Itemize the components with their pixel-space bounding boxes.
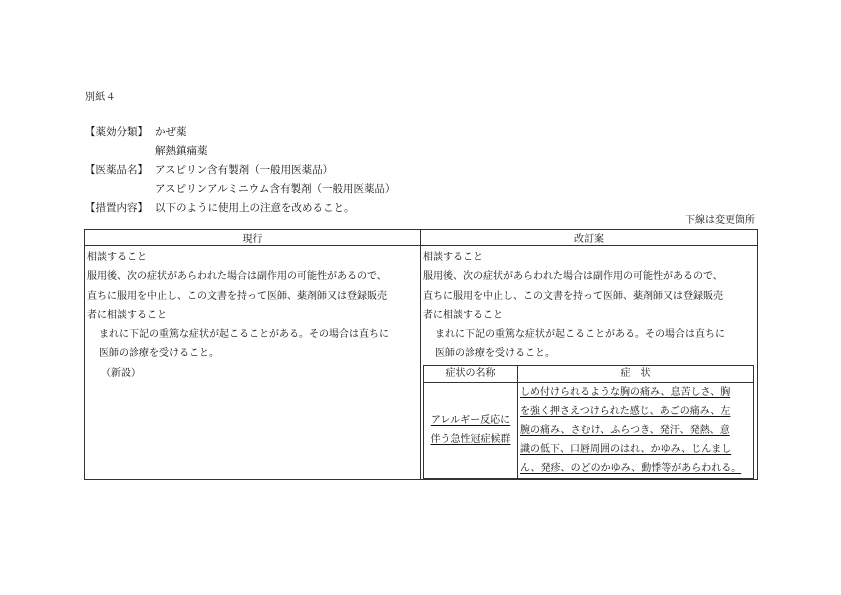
current-line: 服用後、次の症状があらわれた場合は副作用の可能性があるので、 xyxy=(87,271,387,283)
current-line: 直ちに服用を中止し、この文書を持って医師、薬剤師又は登録販売 xyxy=(87,290,387,302)
new-label: （新設） xyxy=(101,367,141,379)
current-cell xyxy=(85,246,421,480)
drug-info-block xyxy=(85,123,396,218)
category-value: かぜ薬 xyxy=(155,126,187,138)
table-header-row xyxy=(85,230,758,246)
revised-line: まれに下記の重篤な症状が起こることがある。その場合は直ちに xyxy=(435,329,725,341)
drug-name-key: 【医薬品名】 xyxy=(85,164,148,176)
symptom-name-header: 症状の名称 xyxy=(424,365,518,382)
appendix-label: 別紙４ xyxy=(85,92,116,103)
symptom-row xyxy=(424,382,754,478)
revised-heading: 相談すること xyxy=(423,252,483,263)
current-line: 医師の診療を受けること。 xyxy=(99,348,219,360)
category-value: 解熱鎮痛薬 xyxy=(155,145,208,157)
category-row xyxy=(85,123,396,161)
drug-name-value: アスピリン含有製剤（一般用医薬品） xyxy=(155,164,334,176)
drug-name-value: アスピリンアルミニウム含有製剤（一般用医薬品） xyxy=(155,183,396,195)
column-revised: 改訂案 xyxy=(421,230,758,246)
symptom-header-row xyxy=(424,365,754,382)
category-key: 【薬効分類】 xyxy=(85,126,148,138)
revised-line: 直ちに服用を中止し、この文書を持って医師、薬剤師又は登録販売 xyxy=(423,290,723,302)
column-current: 現行 xyxy=(85,230,421,246)
revised-line: 者に相談すること xyxy=(423,309,503,321)
symptom-desc-header: 症 状 xyxy=(518,365,754,382)
drug-name-row xyxy=(85,161,396,199)
revised-line: 服用後、次の症状があらわれた場合は副作用の可能性があるので、 xyxy=(423,271,723,283)
current-line: まれに下記の重篤な症状が起こることがある。その場合は直ちに xyxy=(99,329,389,341)
symptom-name: アレルギー反応に 伴う急性冠症候群 xyxy=(424,382,518,478)
revised-cell xyxy=(421,246,758,480)
current-line: 者に相談すること xyxy=(87,309,167,321)
measure-value: 以下のように使用上の注意を改めること。 xyxy=(155,202,355,214)
symptom-table xyxy=(423,365,754,479)
symptom-description: しめ付けられるような胸の痛み、息苦しさ、胸 を強く押さえつけられた感じ、あごの痛み、左 腕の痛み、さむけ、ふらつき、発汗、発熱、意 識の低下、口唇周囲のはれ、かゆみ、じんまし ん、発疹、のどのかゆみ、動悸等があらわれる。 xyxy=(518,382,754,478)
current-heading: 相談すること xyxy=(87,252,147,263)
table-body-row xyxy=(85,246,758,480)
comparison-table xyxy=(84,229,758,480)
measure-key: 【措置内容】 xyxy=(85,202,148,214)
measure-row xyxy=(85,199,396,218)
underline-note: 下線は変更箇所 xyxy=(685,215,755,226)
revised-line: 医師の診療を受けること。 xyxy=(435,348,555,360)
